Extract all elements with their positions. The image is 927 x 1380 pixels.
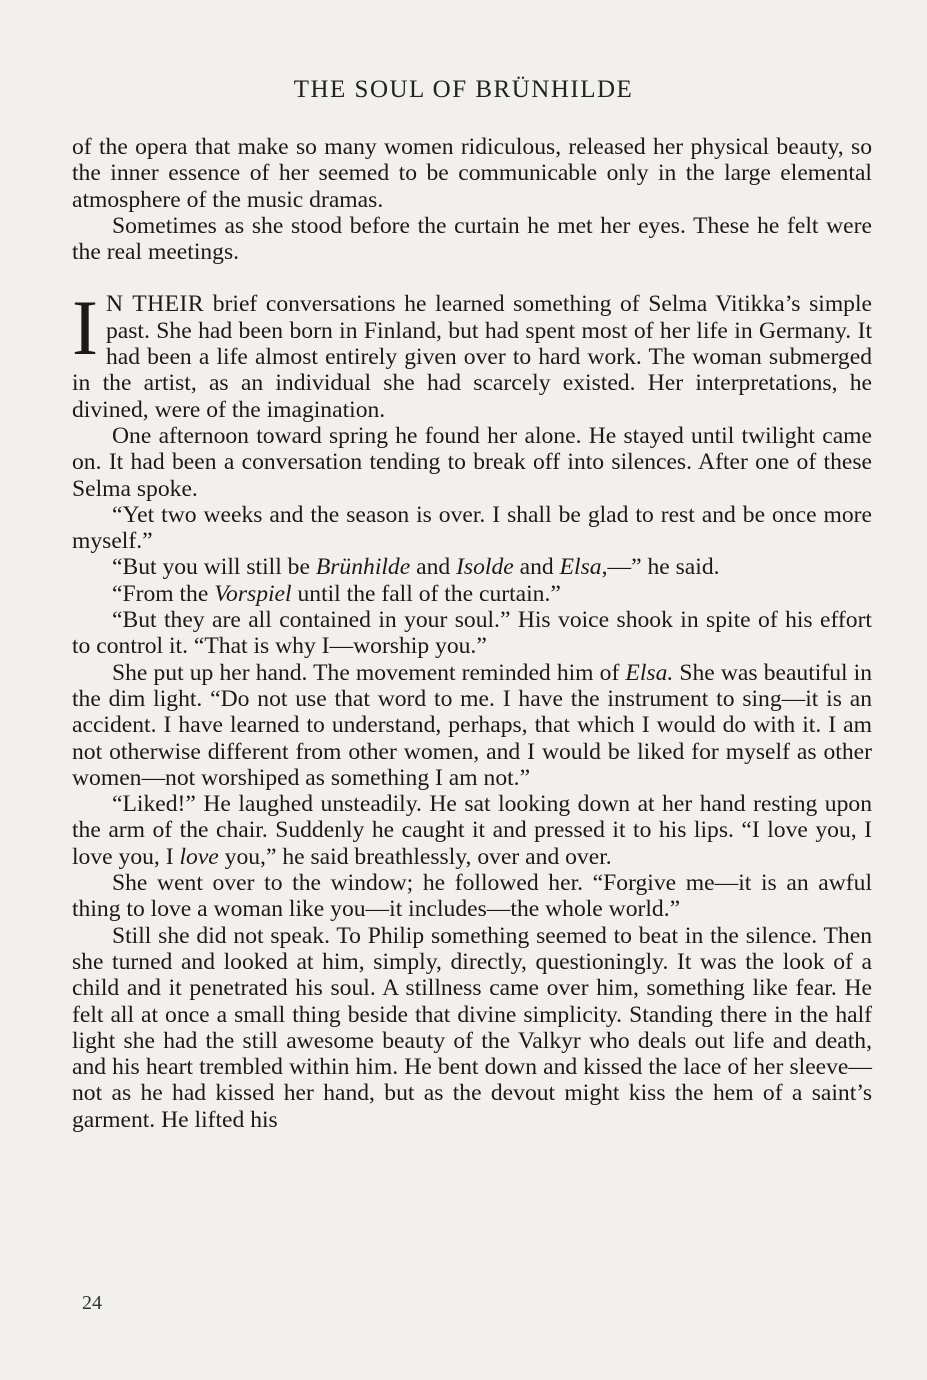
- page-number: 24: [82, 1292, 102, 1314]
- paragraph: Sometimes as she stood before the curtain he met her eyes. These he felt were the real meetings.: [72, 212, 872, 266]
- text-run: until the fall of the curtain.”: [291, 580, 561, 607]
- text-run: and: [410, 554, 457, 581]
- small-caps-lead: N THEIR: [105, 291, 205, 318]
- text-run: She was beautiful in the dim light. “Do not use that word to me. I have the instrument to sing—it is an accident. I have learned to understand, perhaps, that which I would do with it. I am not otherwise different from other women, and I would be liked for myself as other women—not worshiped as something I am not.”: [72, 659, 873, 791]
- paragraph: She went over to the window; he followed her. “Forgive me—it is an awful thing to love a woman like you—it includes—the whole world.”: [72, 870, 872, 923]
- italic-text: love: [179, 843, 219, 870]
- section-opening-paragraph: [72, 284, 872, 423]
- text-run: “From the: [112, 580, 215, 607]
- text-run: you,” he said breathlessly, over and over.: [218, 843, 612, 870]
- running-head-title: THE SOUL OF BRÜNHILDE: [293, 76, 634, 103]
- dialogue-paragraph: [72, 581, 872, 607]
- paragraph-continuation: of the opera that make so many women ridiculous, released her physical beauty, so the inner essence of her seemed to be communicable only in the large elemental atmosphere of the music dramas.: [72, 134, 872, 213]
- italic-text: Elsa.: [625, 659, 674, 686]
- italic-text: Vorspiel: [214, 580, 292, 607]
- dialogue-paragraph: “Yet two weeks and the season is over. I shall be glad to rest and be once more myself.”: [72, 501, 872, 555]
- italic-text: Elsa: [559, 554, 602, 581]
- text-run: “Liked!” He laughed unsteadily. He sat looking down at her hand resting upon the arm of the chair. Suddenly he caught it and pressed it to his lips. “I love you, I love you, I: [72, 791, 872, 870]
- paragraph: [72, 660, 872, 791]
- text-run: and: [513, 554, 560, 581]
- italic-text: Isolde: [456, 554, 514, 581]
- dialogue-paragraph: “But they are all contained in your soul.” His voice shook in spite of his effort to control it. “That is why I—worship you.”: [72, 607, 872, 660]
- italic-text: Brünhilde: [315, 554, 411, 581]
- dialogue-paragraph: [72, 554, 872, 580]
- body-text: [72, 134, 872, 1133]
- paragraph: One afternoon toward spring he found her alone. He stayed until twilight came on. It had been a conversation tending to break off into silences. After one of these Selma spoke.: [72, 422, 872, 502]
- paragraph-text: brief conversations he learned something of Selma Vitikka’s simple past. She had been born in Finland, but had spent most of her life in Germany. It had been a life almost entirely given over to hard work. The woman submerged in the artist, as an individual she had scarcely existed. Her interpretations, he divined, were of the imagination.: [72, 291, 872, 423]
- text-run: She put up her hand. The movement reminded him of: [112, 659, 626, 686]
- paragraph: Still she did not speak. To Philip something seemed to beat in the silence. Then she turned and looked at him, simply, directly, questioningly. It was the look of a child and it penetrated his soul. A stillness came over him, something like fear. He felt all at once a small thing beside that divine simplicity. Standing there in the half light she had the still awesome beauty of the Valkyr who deals out life and death, and his heart trembled within him. He bent down and kissed the lace of her sleeve—not as he had kissed her hand, but as the devout might kiss the hem of a saint’s garment. He lifted his: [72, 922, 872, 1133]
- text-run: “But you will still be: [112, 554, 316, 581]
- text-run: ,—” he said.: [601, 554, 720, 581]
- paragraph: [72, 791, 872, 870]
- drop-cap: I: [72, 284, 98, 372]
